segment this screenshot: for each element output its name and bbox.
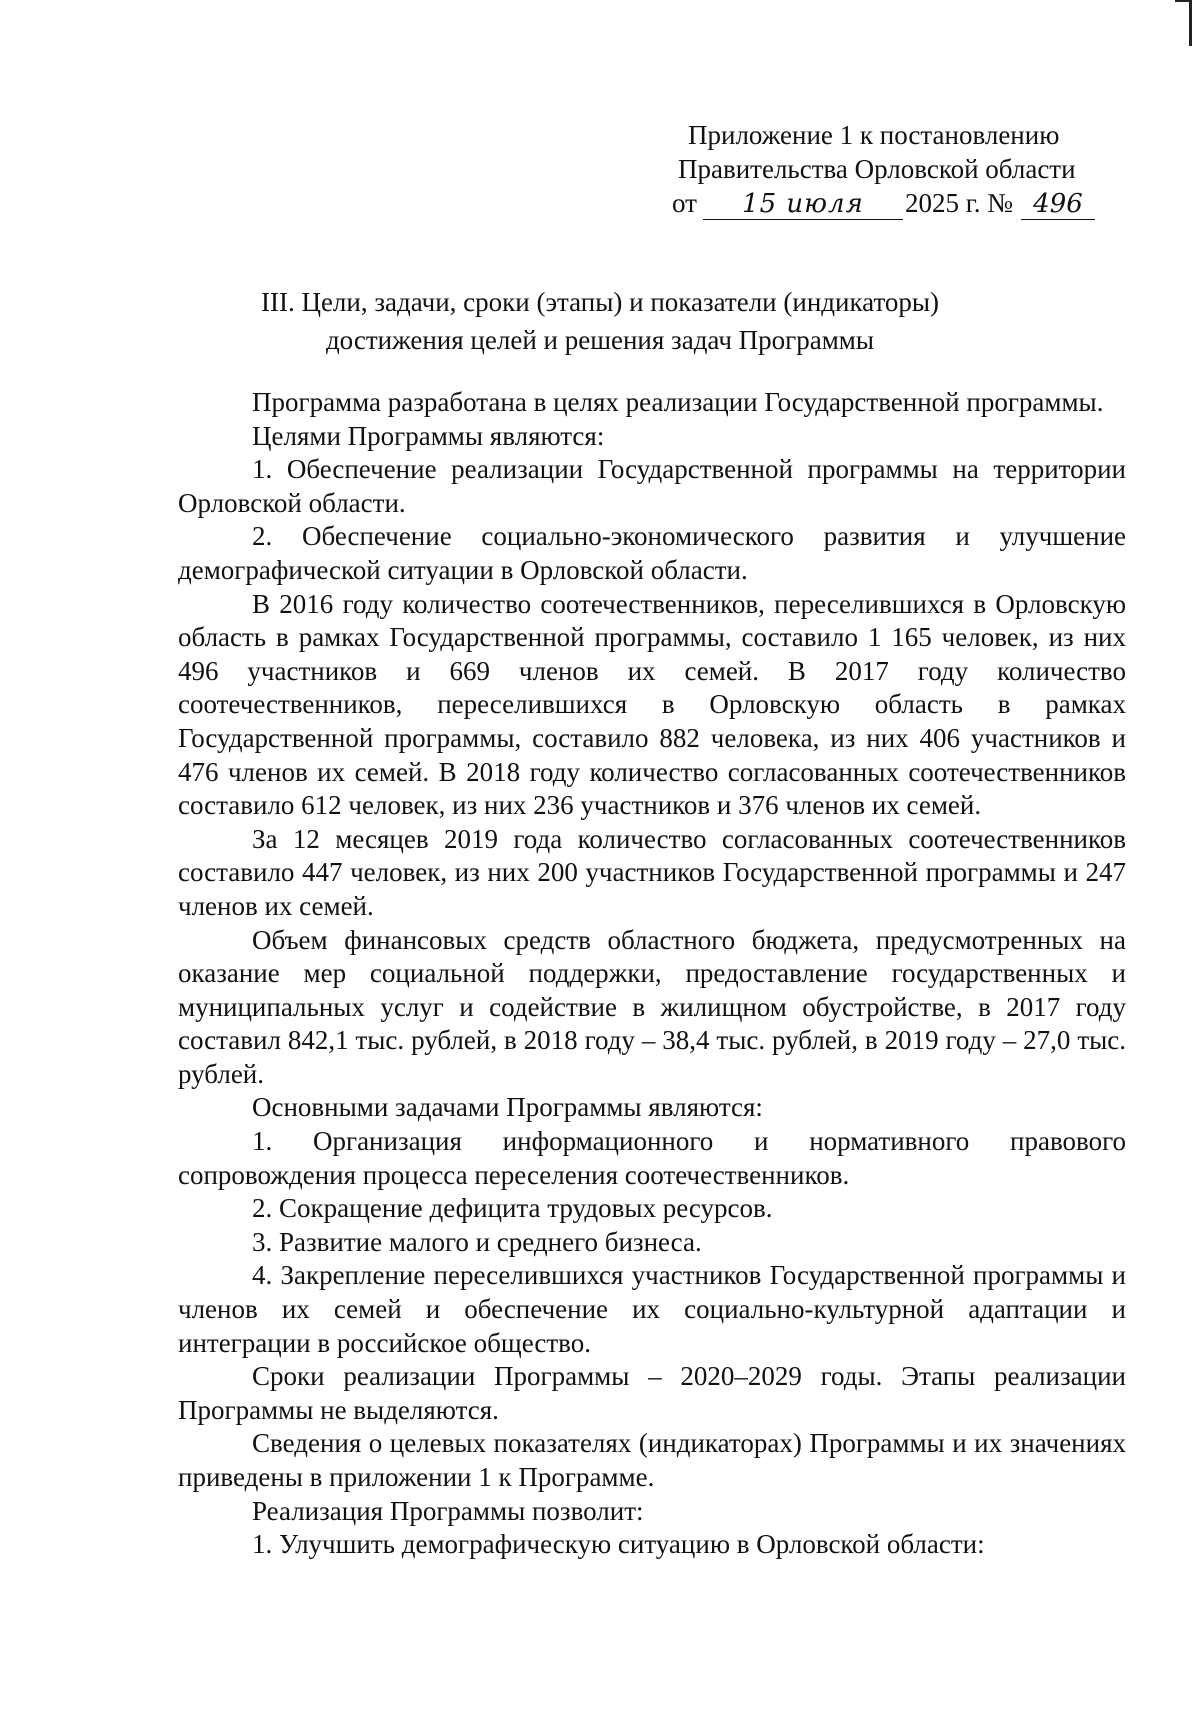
page-corner-mark [1175,0,1192,46]
paragraph: В 2016 году количество соотечественников, переселившихся в Орловскую область в рамках Государственной программы, составило 1 165 человек, из них 496 участников и 669 членов их семей. В 2017 году количество соотечественников, переселившихся в Орловскую область в рамках Государственной программы, составило 882 человека, из них 406 участников и 476 членов их семей. В 2018 году количество согласованных соотечественников составило 612 человек, из них 236 участников и 376 членов их семей. [178,588,1126,821]
paragraph: 2. Сокращение дефицита трудовых ресурсов. [252,1193,773,1224]
paragraph: 4. Закрепление переселившихся участников Государственной программы и членов их семей и обеспечение их социально-культурной адаптации и интеграции в российское общество. [178,1260,1126,1358]
appendix-header-line-2: Правительства Орловской области [678,154,1076,184]
paragraph: 2. Обеспечение социально-экономического развития и улучшение демографической ситуации в Орловской области. [178,521,1126,585]
section-title [0,283,1200,359]
handwritten-date: 15 июля [703,189,903,220]
paragraph: 1. Улучшить демографическую ситуацию в Орловской области: [252,1529,985,1560]
paragraph: 3. Развитие малого и среднего бизнеса. [252,1226,702,1257]
section-title-line-1: III. Цели, задачи, сроки (этапы) и показатели (индикаторы) [260,287,940,317]
paragraph: За 12 месяцев 2019 года количество согласованных соотечественников составило 447 человек, из них 200 участников Государственной программы и 247 членов их семей. [178,823,1126,921]
year-and-number-label: 2025 г. № [904,188,1013,218]
section-title-line-2: достижения целей и решения задач Программы [325,325,875,355]
handwritten-number: 496 [1021,189,1095,220]
appendix-header-line-3 [660,186,1120,220]
paragraph: Реализация Программы позволит: [252,1495,644,1526]
paragraph: 1. Обеспечение реализации Государственной программы на территории Орловской области. [178,454,1126,518]
paragraph: Сведения о целевых показателях (индикаторах) Программы и их значениях приведены в приложении 1 к Программе. [178,1428,1126,1492]
paragraph: Объем финансовых средств областного бюджета, предусмотренных на оказание мер социальной поддержки, предоставление государственных и муниципальных услуг и содействие в жилищном обустройстве, в 2017 году составил 842,1 тыс. рублей, в 2018 году – 38,4 тыс. рублей, в 2019 году – 27,0 тыс. рублей. [178,924,1126,1089]
appendix-header-line-1: Приложение 1 к постановлению [688,120,1060,150]
paragraph: Сроки реализации Программы – 2020–2029 годы. Этапы реализации Программы не выделяются. [178,1361,1126,1425]
paragraph: Основными задачами Программы являются: [252,1092,763,1123]
body-text [178,386,1126,1562]
appendix-header [660,118,1120,220]
paragraph: 1. Организация информационного и нормативного правового сопровождения процесса переселения соотечественников. [178,1126,1126,1190]
paragraph: Целями Программы являются: [252,420,605,451]
date-prefix: от [672,188,697,218]
paragraph: Программа разработана в целях реализации Государственной программы. [252,387,1104,417]
